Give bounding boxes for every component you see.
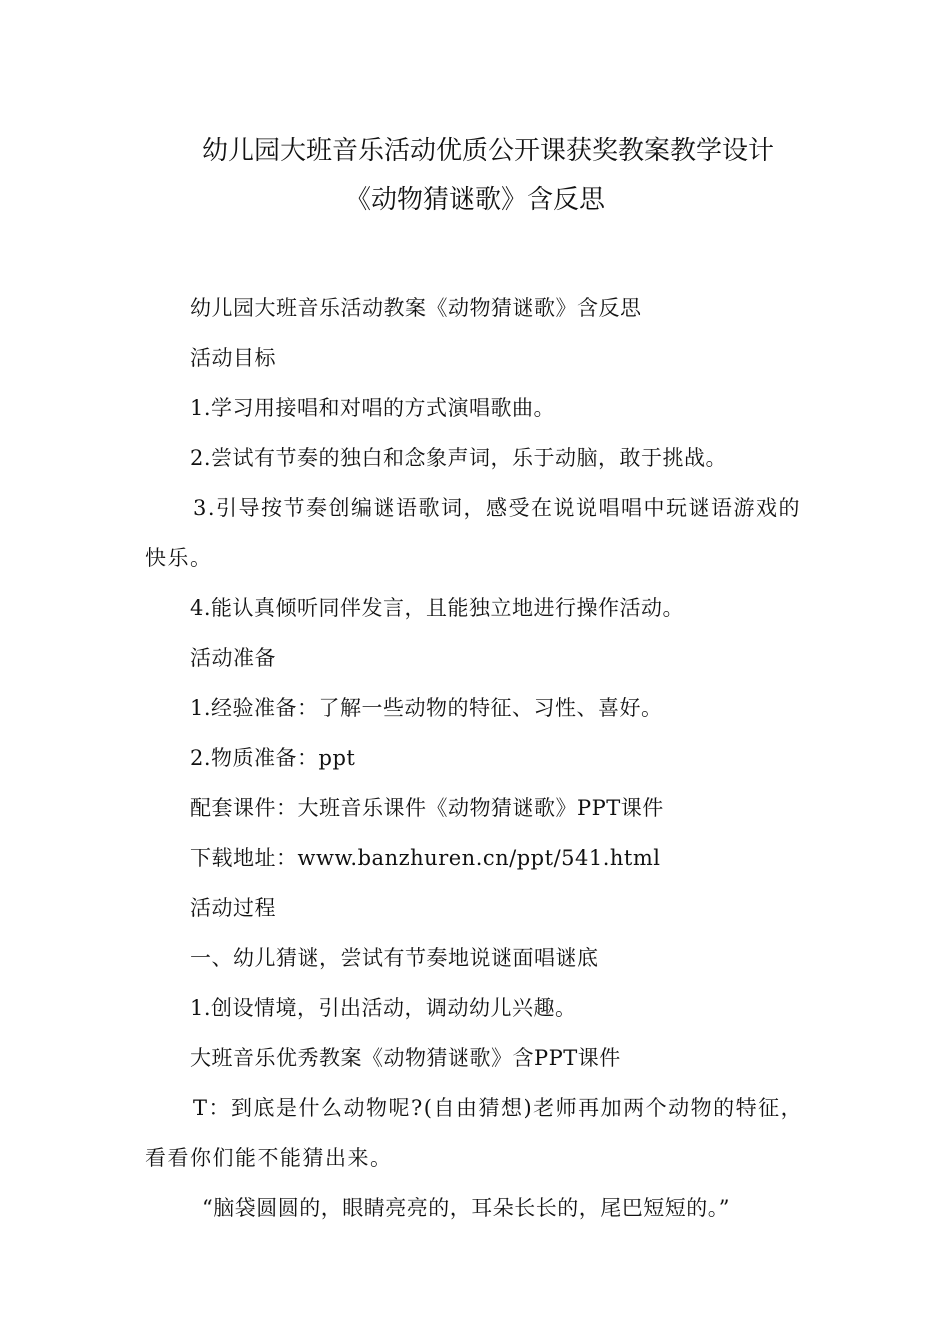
heading-activity-goals: 活动目标 [190,346,276,370]
goal-item-2: 2.尝试有节奏的独白和念象声词，乐于动脑，敢于挑战。 [190,446,728,470]
paragraph-lesson-name: 幼儿园大班音乐活动教案《动物猜谜歌》含反思 [190,296,642,320]
heading-activity-preparation: 活动准备 [190,646,276,670]
goal-item-1: 1.学习用接唱和对唱的方式演唱歌曲。 [190,396,556,420]
goal-item-4: 4.能认真倾听同伴发言，且能独立地进行操作活动。 [190,596,685,620]
courseware-line: 配套课件：大班音乐课件《动物猜谜歌》PPT课件 [190,796,664,820]
paragraph-courseware-note: 大班音乐优秀教案《动物猜谜歌》含PPT课件 [190,1046,621,1070]
document-body [145,283,810,1233]
document-title-line1: 幼儿园大班音乐活动优质公开课获奖教案教学设计 [201,136,774,166]
heading-activity-process: 活动过程 [190,896,276,920]
goal-item-3: 3.引导按节奏创编谜语歌词，感受在说说唱唱中玩谜语游戏的快乐。 [145,496,802,570]
document-title-line2: 《动物猜谜歌》含反思 [344,185,605,215]
paragraph-riddle-quote: “脑袋圆圆的，眼睛亮亮的，耳朵长长的，尾巴短短的。” [202,1196,730,1220]
download-address-line: 下载地址：www.banzhuren.cn/ppt/541.html [190,846,661,870]
preparation-item-1: 1.经验准备：了解一些动物的特征、习性、喜好。 [190,696,663,720]
process-step-1: 1.创设情境，引出活动，调动幼儿兴趣。 [190,996,577,1020]
paragraph-teacher-question: T：到底是什么动物呢?(自由猜想)老师再加两个动物的特征，看看你们能不能猜出来。 [145,1096,804,1170]
process-section-1: 一、幼儿猜谜，尝试有节奏地说谜面唱谜底 [190,946,599,970]
preparation-item-2: 2.物质准备：ppt [190,746,356,770]
